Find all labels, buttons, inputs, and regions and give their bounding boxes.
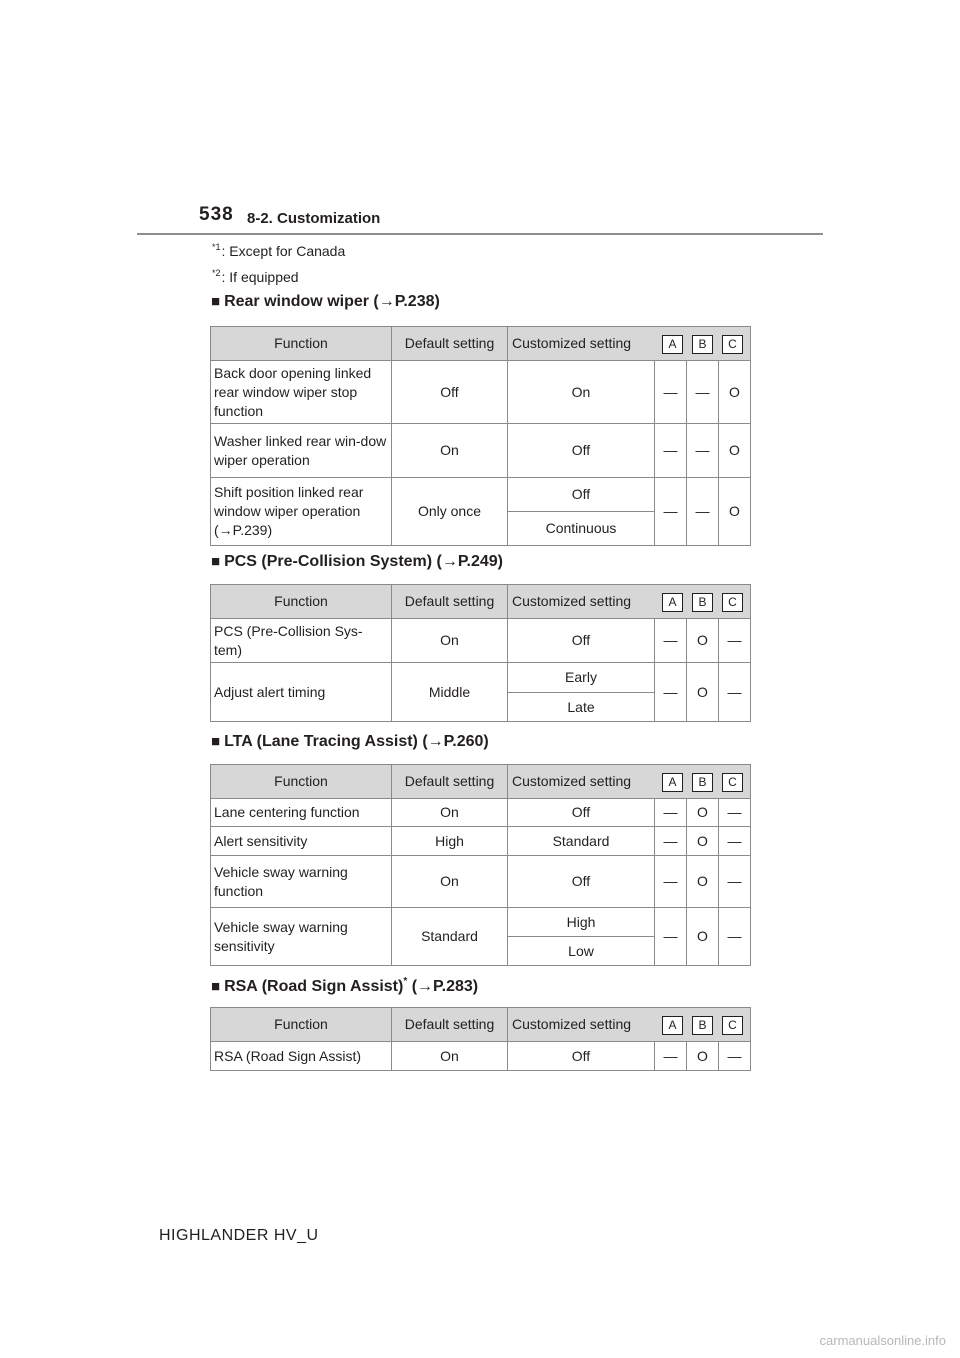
rear-wiper-table	[210, 326, 751, 546]
cell-function: Lane centering function	[211, 799, 392, 827]
marker-c: C	[722, 593, 743, 612]
footnote-text: : Except for Canada	[221, 243, 346, 259]
header-default: Default setting	[392, 765, 508, 799]
header-divider	[137, 233, 823, 235]
cell-function: Back door opening linked rear window wiper stop function	[211, 361, 392, 424]
table-row	[211, 908, 751, 937]
section-heading-text: PCS (Pre-Collision System) (	[224, 553, 442, 570]
cell-function	[211, 478, 392, 546]
cell-b: —	[687, 361, 719, 424]
cell-custom: Low	[508, 937, 655, 966]
marker-b: B	[692, 335, 713, 354]
square-bullet-icon: ■	[211, 293, 221, 310]
section-heading-rsa	[211, 976, 478, 996]
cell-c: O	[719, 478, 751, 546]
header-custom-label: Customized setting	[512, 593, 632, 609]
cell-a: —	[655, 827, 687, 856]
cell-a: —	[655, 424, 687, 478]
cell-default: On	[392, 619, 508, 663]
footnote-2	[212, 268, 299, 285]
cell-b: O	[687, 663, 719, 722]
cell-custom: Off	[508, 424, 655, 478]
arrow-right-icon: →	[441, 553, 458, 570]
cell-default: Standard	[392, 908, 508, 966]
cell-a: —	[655, 361, 687, 424]
header-default: Default setting	[392, 1008, 508, 1042]
cell-a: —	[655, 908, 687, 966]
footnote-mark: *1	[212, 242, 221, 252]
header-custom	[508, 327, 751, 361]
footnote-text: : If equipped	[221, 269, 299, 285]
marker-c: C	[722, 335, 743, 354]
marker-c: C	[722, 773, 743, 792]
cell-b: O	[687, 856, 719, 908]
cell-custom: Late	[508, 693, 655, 722]
cell-default: High	[392, 827, 508, 856]
cell-default: On	[392, 424, 508, 478]
square-bullet-icon: ■	[211, 553, 221, 570]
cell-b: —	[687, 478, 719, 546]
cell-function: Vehicle sway warning sensitivity	[211, 908, 392, 966]
marker-a: A	[662, 1016, 683, 1035]
table-row	[211, 856, 751, 908]
cell-c: —	[719, 663, 751, 722]
watermark: carmanualsonline.info	[819, 1333, 946, 1348]
section-heading-rear-wiper	[211, 293, 440, 311]
table-row	[211, 799, 751, 827]
cell-default: Off	[392, 361, 508, 424]
cell-custom: On	[508, 361, 655, 424]
page-reference-link[interactable]: P.239)	[232, 522, 273, 538]
cell-custom: Continuous	[508, 512, 655, 546]
table-row	[211, 663, 751, 693]
header-custom	[508, 585, 751, 619]
cell-custom: Off	[508, 478, 655, 512]
section-heading-tail: (	[407, 978, 418, 995]
arrow-right-icon: →	[427, 733, 444, 750]
table-row	[211, 1042, 751, 1071]
section-heading-pcs	[211, 553, 503, 571]
marker-b: B	[692, 1016, 713, 1035]
square-bullet-icon: ■	[211, 978, 221, 995]
table-row	[211, 361, 751, 424]
cell-c: O	[719, 361, 751, 424]
cell-function: Alert sensitivity	[211, 827, 392, 856]
cell-function-text: Shift position linked rear window wiper operation	[214, 484, 364, 519]
arrow-right-icon: →	[378, 293, 395, 310]
section-title: 8-2. Customization	[247, 210, 381, 227]
footer-model-name: HIGHLANDER HV_U	[159, 1227, 319, 1244]
header-function: Function	[211, 765, 392, 799]
page-reference-link[interactable]: P.283)	[433, 978, 479, 995]
cell-custom: Off	[508, 799, 655, 827]
table-row	[211, 619, 751, 663]
cell-default: Middle	[392, 663, 508, 722]
cell-b: O	[687, 1042, 719, 1071]
header-function: Function	[211, 327, 392, 361]
cell-function: RSA (Road Sign Assist)	[211, 1042, 392, 1071]
cell-c: —	[719, 908, 751, 966]
marker-b: B	[692, 593, 713, 612]
page-reference-link[interactable]: P.238)	[394, 293, 440, 310]
cell-a: —	[655, 856, 687, 908]
marker-a: A	[662, 593, 683, 612]
cell-custom: Off	[508, 856, 655, 908]
cell-b: —	[687, 424, 719, 478]
cell-c: —	[719, 856, 751, 908]
footnote-1	[212, 242, 345, 259]
cell-default: Only once	[392, 478, 508, 546]
section-heading-lta	[211, 733, 489, 751]
cell-function: Washer linked rear win-dow wiper operation	[211, 424, 392, 478]
cell-c: —	[719, 799, 751, 827]
square-bullet-icon: ■	[211, 733, 221, 750]
section-heading-text: RSA (Road Sign Assist)	[224, 978, 404, 995]
header-custom	[508, 765, 751, 799]
cell-default: On	[392, 799, 508, 827]
marker-c: C	[722, 1016, 743, 1035]
header-custom	[508, 1008, 751, 1042]
cell-c: —	[719, 827, 751, 856]
section-heading-text: Rear window wiper (	[224, 293, 379, 310]
cell-c: —	[719, 619, 751, 663]
table-row	[211, 478, 751, 512]
cell-a: —	[655, 478, 687, 546]
footnote-mark: *2	[212, 268, 221, 278]
cell-b: O	[687, 799, 719, 827]
lta-table	[210, 764, 751, 966]
cell-custom: Off	[508, 619, 655, 663]
section-heading-text: LTA (Lane Tracing Assist) (	[224, 733, 428, 750]
cell-b: O	[687, 619, 719, 663]
table-row	[211, 424, 751, 478]
page-reference-link[interactable]: P.260)	[443, 733, 489, 750]
page-reference-link[interactable]: P.249)	[457, 553, 503, 570]
cell-c: O	[719, 424, 751, 478]
cell-default: On	[392, 1042, 508, 1071]
header-custom-label: Customized setting	[512, 773, 632, 789]
arrow-right-icon: →	[218, 522, 233, 538]
cell-function: Adjust alert timing	[211, 663, 392, 722]
footnote-mark: *	[403, 976, 408, 987]
cell-function: PCS (Pre-Collision Sys-tem)	[211, 619, 392, 663]
page-number: 538	[199, 204, 234, 225]
header-function: Function	[211, 585, 392, 619]
marker-b: B	[692, 773, 713, 792]
cell-default: On	[392, 856, 508, 908]
table-row	[211, 827, 751, 856]
marker-a: A	[662, 773, 683, 792]
arrow-right-icon: →	[417, 978, 434, 995]
cell-b: O	[687, 908, 719, 966]
cell-custom: Early	[508, 663, 655, 693]
cell-custom: High	[508, 908, 655, 937]
cell-b: O	[687, 827, 719, 856]
ref-paren: (	[214, 522, 219, 538]
header-default: Default setting	[392, 327, 508, 361]
cell-a: —	[655, 799, 687, 827]
header-default: Default setting	[392, 585, 508, 619]
cell-a: —	[655, 1042, 687, 1071]
cell-c: —	[719, 1042, 751, 1071]
header-custom-label: Customized setting	[512, 1016, 632, 1032]
header-custom-label: Customized setting	[512, 335, 632, 351]
cell-function: Vehicle sway warning function	[211, 856, 392, 908]
cell-a: —	[655, 619, 687, 663]
header-function: Function	[211, 1008, 392, 1042]
cell-custom: Standard	[508, 827, 655, 856]
marker-a: A	[662, 335, 683, 354]
cell-custom: Off	[508, 1042, 655, 1071]
cell-a: —	[655, 663, 687, 722]
